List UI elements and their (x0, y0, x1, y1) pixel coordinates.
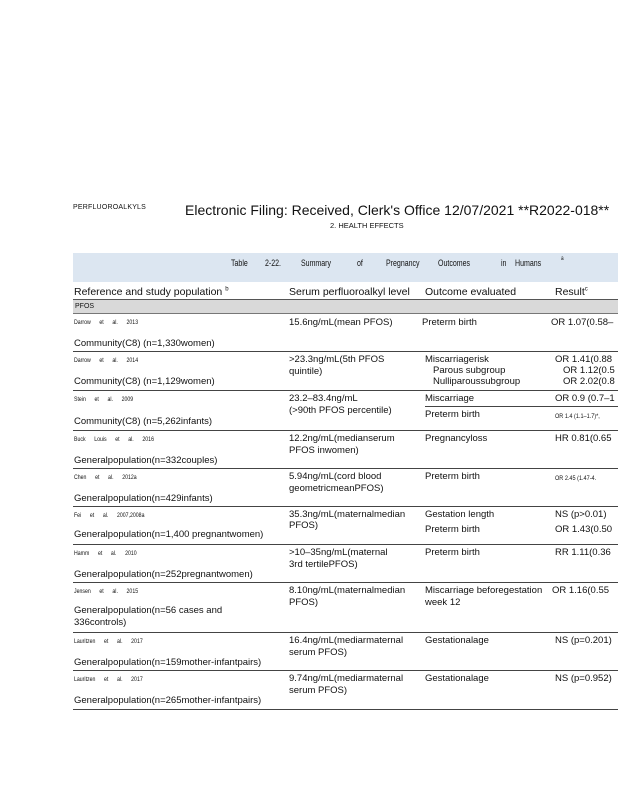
outcome: Miscarriage beforegestation (425, 585, 543, 596)
reference-citation: Darrow et al. 2013 (74, 319, 139, 326)
caption-word: 2-22. (265, 258, 282, 268)
table-row (73, 352, 618, 391)
serum-level: >10–35ng/mL(maternal (289, 547, 388, 558)
table-row (73, 545, 618, 583)
reference-citation: Fei et al. 2007,2008a (74, 512, 145, 519)
serum-level: 3rd tertilePFOS) (289, 559, 358, 570)
reference-citation: Stein et al. 2009 (74, 396, 134, 403)
reference-citation: Chen et al. 2012a (74, 474, 137, 481)
outcome: Parous subgroup (433, 365, 506, 376)
study-population: Generalpopulation(n=1,400 pregnantwomen) (74, 529, 264, 540)
table-row (73, 671, 618, 710)
serum-level: 12.2ng/mL(medianserum (289, 433, 395, 444)
reference-citation: Darrow et al. 2014 (74, 357, 139, 364)
reference-citation: Buck Louis et al. 2016 (74, 436, 154, 443)
caption-word: Humans (515, 258, 542, 268)
serum-level: 16.4ng/mL(mediarmaternal (289, 635, 404, 646)
study-population: Generalpopulation(n=159mother-infantpairs) (74, 657, 262, 668)
serum-level: (>90th PFOS percentile) (289, 405, 392, 416)
result: NS (p=0.952) (555, 673, 612, 684)
outcome: Miscarriage (425, 393, 475, 404)
outcome: Preterm birth (425, 547, 480, 558)
serum-level: PFOS) (289, 597, 319, 608)
serum-level: 8.10ng/mL(maternalmedian (289, 585, 406, 596)
table-caption (73, 253, 618, 282)
study-population: Community(C8) (n=1,330women) (74, 338, 215, 349)
serum-level: serum PFOS) (289, 647, 348, 658)
table-row (73, 391, 618, 431)
outcome: week 12 (425, 597, 461, 608)
result: OR 1.07(0.58– (551, 317, 614, 328)
reference-citation: Lauritzen et al. 2017 (74, 638, 143, 645)
serum-level: 15.6ng/mL(mean PFOS) (289, 317, 393, 328)
table-row (73, 633, 618, 671)
result: OR 2.45 (1.47-4. (555, 475, 597, 482)
col-result: Result$^c$ (555, 286, 588, 298)
caption-word: Outcomes (438, 258, 470, 268)
outcome: Nulliparoussubgroup (433, 376, 521, 387)
outcome: Gestationalage (425, 673, 489, 684)
caption-footnote-mark: a (561, 256, 564, 262)
outcome: Preterm birth (425, 409, 480, 420)
study-population: Community(C8) (n=5,262infants) (74, 416, 213, 427)
study-population: Generalpopulation(n=332couples) (74, 455, 218, 466)
result: HR 0.81(0.65 (555, 433, 612, 444)
outcome: Preterm birth (422, 317, 477, 328)
serum-level: 9.74ng/mL(mediarmaternal (289, 673, 404, 684)
result: OR 1.41(0.88 (555, 354, 613, 365)
section-row-pfos: PFOS (73, 300, 618, 314)
col-level: Serum perfluoroalkyl level (289, 286, 410, 298)
serum-level: 5.94ng/mL(cord blood (289, 471, 382, 482)
table-row (73, 469, 618, 507)
result: OR 1.16(0.55 (552, 585, 610, 596)
result: RR 1.11(0.36 (555, 547, 611, 558)
reference-citation: Hamm et al. 2010 (74, 550, 137, 557)
outcome: Gestation length (425, 509, 495, 520)
result: OR 1.4 (1.1–1.7)*, (555, 413, 600, 420)
cell-divider (425, 406, 618, 407)
result: NS (p>0.01) (555, 509, 607, 520)
table-row (73, 314, 618, 352)
col-outcome: Outcome evaluated (425, 286, 517, 298)
reference-citation: Jensen et al. 2015 (74, 588, 139, 595)
serum-level: quintile) (289, 366, 323, 377)
serum-level: geometricmeanPFOS) (289, 483, 384, 494)
study-population: Generalpopulation(n=56 cases and (74, 605, 223, 616)
column-header-row (73, 282, 618, 300)
outcome: Miscarriagerisk (425, 354, 489, 365)
caption-word: of (357, 258, 363, 268)
serum-level: PFOS inwomen) (289, 445, 359, 456)
running-head: PERFLUOROALKYLS (73, 204, 147, 211)
study-population: Generalpopulation(n=265mother-infantpairs) (74, 695, 262, 706)
table-row (73, 431, 618, 469)
study-population: Community(C8) (n=1,129women) (74, 376, 215, 387)
study-population: 336controls) (74, 617, 127, 628)
caption-word: Summary (301, 258, 332, 268)
filing-stamp: Electronic Filing: Received, Clerk's Office 12/07/2021 **R2022-018** (185, 202, 610, 218)
result: OR 2.02(0.8 (563, 376, 615, 387)
caption-word: Table (231, 258, 248, 268)
serum-level: >23.3ng/mL(5th PFOS (289, 354, 385, 365)
caption-word: Pregnancy (386, 258, 420, 268)
study-population: Generalpopulation(n=252pregnantwomen) (74, 569, 253, 580)
result: OR 0.9 (0.7–1 (555, 393, 615, 404)
result: NS (p=0.201) (555, 635, 612, 646)
serum-level: 23.2–83.4ng/mL (289, 393, 358, 404)
outcome: Preterm birth (425, 471, 480, 482)
reference-citation: Lauritzen et al. 2017 (74, 676, 143, 683)
study-population: Generalpopulation(n=429infants) (74, 493, 213, 504)
outcome: Pregnancyloss (425, 433, 488, 444)
result: OR 1.12(0.5 (563, 365, 615, 376)
outcome: Preterm birth (425, 524, 480, 535)
serum-level: 35.3ng/mL(maternalmedian (289, 509, 406, 520)
section-title: 2. HEALTH EFFECTS (330, 221, 404, 230)
caption-word: in (501, 258, 507, 268)
table-row (73, 583, 618, 633)
pregnancy-outcomes-table (73, 253, 618, 710)
result: OR 1.43(0.50 (555, 524, 613, 535)
serum-level: serum PFOS) (289, 685, 348, 696)
col-reference: Reference and study population $^b$ (74, 286, 229, 298)
serum-level: PFOS) (289, 520, 319, 531)
table-row (73, 507, 618, 545)
outcome: Gestationalage (425, 635, 489, 646)
